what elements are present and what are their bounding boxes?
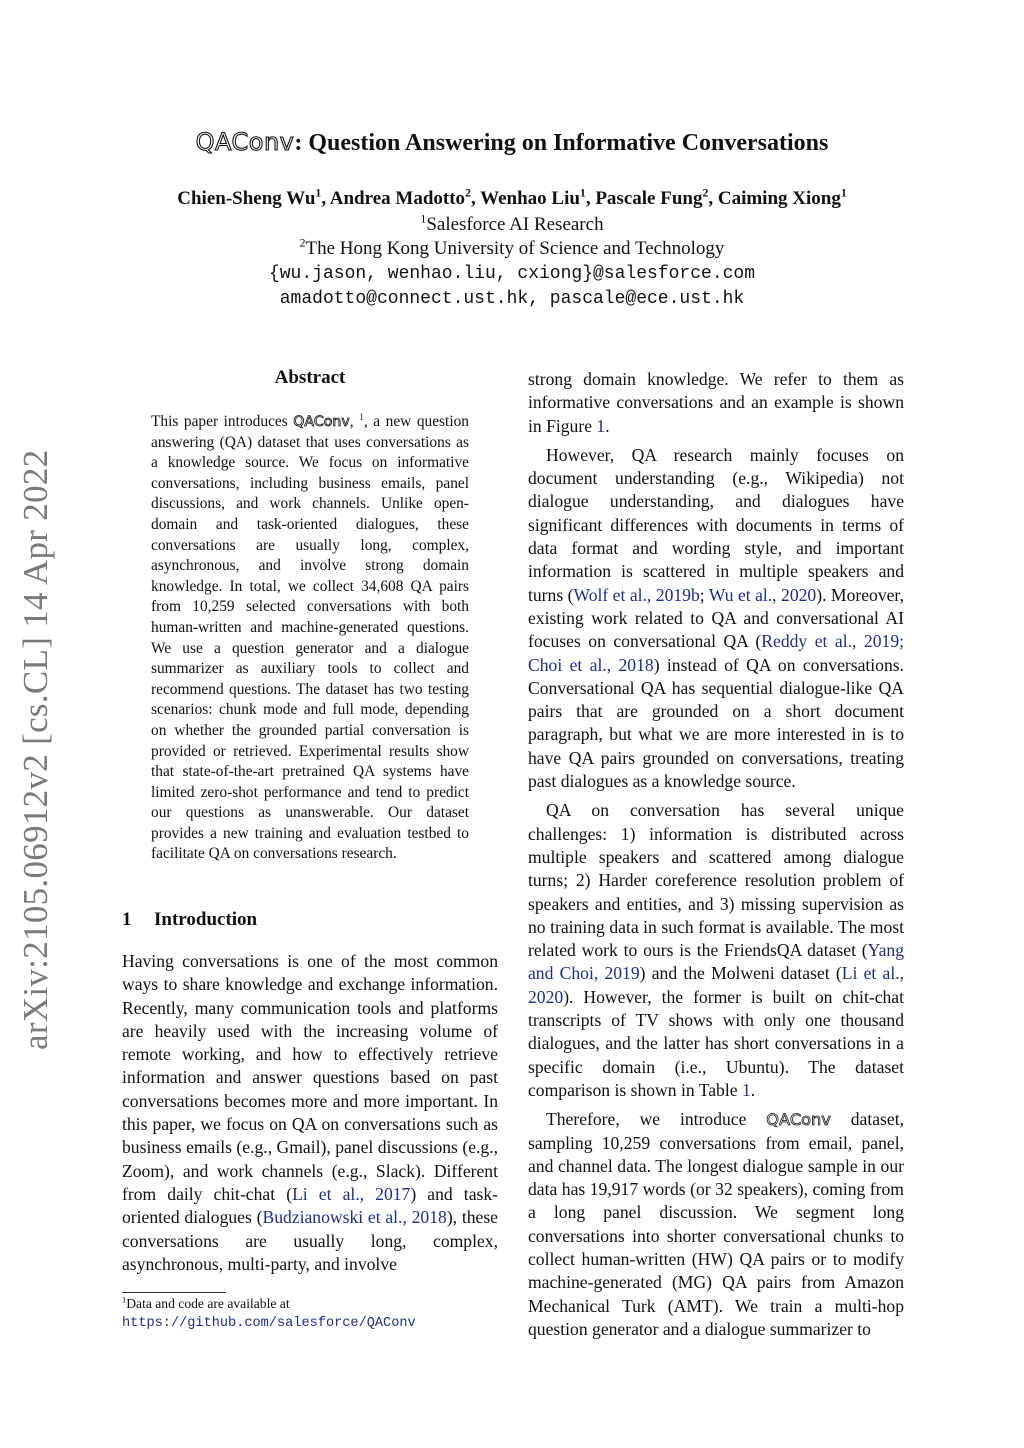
citation-link[interactable]: Li et al., 2017 <box>292 1183 411 1204</box>
abstract-heading: Abstract <box>274 367 346 388</box>
author-name: Caiming Xiong <box>717 188 841 209</box>
paragraph-text: However, QA research mainly focuses on document understanding (e.g., Wikipedia) not dialogue understanding, and dialogues have significant differences with documents in terms of data format and wording style, and important information is scattered in multiple speakers and turns ( <box>528 444 904 605</box>
dataset-name-logo: QAConv <box>195 128 295 156</box>
paragraph-text: ) instead of QA on conversations. Conversational QA has sequential dialogue-like QA pairs that are grounded on a short document paragraph, but what we are more interested in is to have QA pairs grounded on conversations, treating past dialogues as a knowledge source. <box>528 654 905 792</box>
abstract-text: , a new question answering (QA) dataset that uses conversations as a knowledge source. We focus on informative conversations, including business emails, panel discussions, and work channels. Unlike open-domain and task-oriented dialogues, these conversations are usually long, complex, asynchronous, and involve strong domain knowledge. In total, we collect 34,608 QA pairs from 10,259 selected conversations with both human-written and machine-generated questions. We use a question generator and a dialogue summarizer as auxiliary tools to collect and recommend questions. The dataset has two testing scenarios: chunk mode and full mode, depending on whether the grounded partial conversation is provided or retrieved. Experimental results show that state-of-the-art pretrained QA systems have limited zero-shot performance and tend to predict our questions as unanswerable. Our dataset provides a new training and evaluation testbed to facilitate QA on conversations research. <box>151 413 469 863</box>
paragraph-text: dataset, sampling 10,259 conversations from email, panel, and channel data. The longest dialogue sample in our data has 19,917 words (or 32 speakers), coming from a long panel discussion. We segment long conversations into shorter conversational chunks to collect human-written (HW) QA pairs or to modify machine-generated (MG) QA pairs from Amazon Mechanical Turk (AMT). We train a multi-hop question generator and a dialogue summarizer to <box>528 1109 904 1339</box>
affiliation-1 <box>0 214 1024 236</box>
author-list: Chien-Sheng Wu$^1$, Andrea Madotto$^2$, Wenhao Liu$^1$, Pascale Fung$^2$, Caiming Xiong$^1$ <box>177 186 847 209</box>
footnote-text: Data and code are available at <box>126 1296 290 1311</box>
paper-title <box>0 128 1024 157</box>
author-name: Pascale Fung <box>595 188 703 209</box>
right-column-body <box>528 368 904 1341</box>
affiliation-name: The Hong Kong University of Science and Technology <box>305 238 725 259</box>
paragraph-text: ), these conversations are usually long, complex, asynchronous, multi-party, and involve <box>122 1207 498 1274</box>
citation-link[interactable]: Wolf et al., 2019b <box>573 584 700 605</box>
paragraph <box>122 950 498 1276</box>
citation-link[interactable]: Wu et al., 2020 <box>708 584 817 605</box>
affiliation-mark: 1 <box>840 186 847 200</box>
affiliation-mark: 2 <box>299 236 306 250</box>
table-link[interactable]: 1 <box>741 1079 751 1100</box>
title-text: : Question Answering on Informative Conversations <box>294 130 829 156</box>
email-line-2: amadotto@connect.ust.hk, pascale@ece.ust.hk <box>279 289 745 309</box>
abstract-body: This paper introduces QAConv, $^1$, a new question answering (QA) dataset that uses conversations as a knowledge source. We focus on informative conversations, including business emails, panel discussions, and work channels. Unlike open-domain and task-oriented dialogues, these conversations are usually long, complex, asynchronous, and involve strong domain knowledge. In total, we collect 34,608 QA pairs from 10,259 selected conversations with both human-written and machine-generated questions. We use a question generator and a dialogue summarizer as auxiliary tools to collect and recommend questions. The dataset has two testing scenarios: chunk mode and full mode, depending on whether the grounded partial conversation is provided or retrieved. Experimental results show that state-of-the-art pretrained QA systems have limited zero-shot performance and tend to predict our questions as unanswerable. Our dataset provides a new training and evaluation testbed to facilitate QA on conversations research. <box>151 411 469 863</box>
affiliation-mark: 1 <box>579 186 586 200</box>
paragraph <box>528 368 904 438</box>
author <box>177 188 321 209</box>
arxiv-identifier: arXiv:2105.06912v2 [cs.CL] 14 Apr 2022 <box>16 449 55 1050</box>
dataset-name-logo: QAConv <box>766 1110 831 1130</box>
citation-link[interactable]: Reddy et al., 2019; Choi et al., 2018 <box>528 631 904 675</box>
footnote-divider <box>122 1292 226 1293</box>
author <box>330 188 471 209</box>
paragraph-text: Having conversations is one of the most common ways to share knowledge and exchange information. Recently, many communication tools and platforms are heavily used with the increasing volume of remote working, and how to effectively retrieve information and answer questions based on past conversations becomes more and more important. In this paper, we focus on QA on conversations such as business emails (e.g., Gmail), panel discussions (e.g., Zoom), and work channels (e.g., Slack). Different from daily chit-chat ( <box>122 951 498 1204</box>
abstract-text: This paper introduces <box>151 413 294 430</box>
affiliation-mark: 2 <box>465 186 471 200</box>
author-name: Wenhao Liu <box>480 188 580 209</box>
affiliation-mark: 1 <box>420 212 427 226</box>
paragraph-text: ) and the Molweni dataset ( <box>639 963 842 984</box>
dataset-name-logo: QAConv <box>293 414 350 430</box>
affiliation-mark: 2 <box>702 186 709 200</box>
citation-link[interactable]: Yang and Choi, 2019 <box>528 940 904 984</box>
author <box>480 188 586 209</box>
paragraph-text: . <box>750 1079 756 1100</box>
citation-link[interactable]: Budzianowski et al., 2018 <box>262 1207 447 1228</box>
paragraph-text: Therefore, we introduce <box>546 1109 767 1130</box>
affiliation-mark: 1 <box>315 186 322 200</box>
paragraph-text: ) and task-oriented dialogues ( <box>122 1183 499 1228</box>
footnote <box>122 1295 502 1333</box>
affiliation-2 <box>0 238 1024 260</box>
section-number: 1 <box>122 909 132 930</box>
figure-link[interactable]: 1 <box>596 415 606 436</box>
paragraph-text: . <box>605 415 610 436</box>
footnote-link[interactable]: 1 <box>359 411 364 423</box>
paragraph <box>528 1108 904 1341</box>
section-heading-introduction <box>122 909 257 931</box>
paragraph: However, QA research mainly focuses on document understanding (e.g., Wikipedia) not dialogue understanding, and dialogues have significant differences with documents in terms of data format and wording style, and important information is scattered in multiple speakers and turns (Wolf et al., 2019b; Wu et al., 2020). Moreover, existing work related to QA and conversational AI focuses on conversational QA (Reddy et al., 2019; Choi et al., 2018) instead of QA on conversations. Conversational QA has sequential dialogue-like QA pairs that are grounded on a short document paragraph, but what we are more interested in is to have QA pairs grounded on conversations, treating past dialogues as a knowledge source. <box>528 444 905 792</box>
paragraph <box>528 799 904 1102</box>
author <box>595 188 708 209</box>
paragraph-text: QA on conversation has several unique challenges: 1) information is distributed across multiple speakers and scattered among dialogue turns; 2) Harder coreference resolution problem of speakers and entities, and 3) missing supervision as no training data in such format is available. The most related work to ours is the FriendsQA dataset ( <box>528 800 904 961</box>
citation-link[interactable]: Li et al., 2020 <box>528 963 905 1007</box>
paragraph-text: ). However, the former is built on chit-chat transcripts of TV shows with only one thousand dialogues, and the latter has short conversations in a specific domain (i.e., Ubuntu). The dataset comparison is shown in Table <box>528 986 904 1100</box>
repository-link[interactable]: https://github.com/salesforce/QAConv <box>122 1316 416 1331</box>
footnote-mark: 1 <box>122 1294 127 1305</box>
author-name: Andrea Madotto <box>329 188 466 209</box>
email-line-1: {wu.jason, wenhao.liu, cxiong}@salesforce.com <box>268 264 756 284</box>
author <box>718 188 847 209</box>
section-title: Introduction <box>154 909 258 930</box>
left-column-body <box>122 950 498 1276</box>
paragraph-text: strong domain knowledge. We refer to them as informative conversations and an example is shown in Figure <box>528 369 904 436</box>
author-name: Chien-Sheng Wu <box>177 188 316 209</box>
affiliation-name: Salesforce AI Research <box>426 214 604 235</box>
paragraph-text: ). Moreover, existing work related to QA and conversational AI focuses on conversational QA ( <box>528 584 904 652</box>
